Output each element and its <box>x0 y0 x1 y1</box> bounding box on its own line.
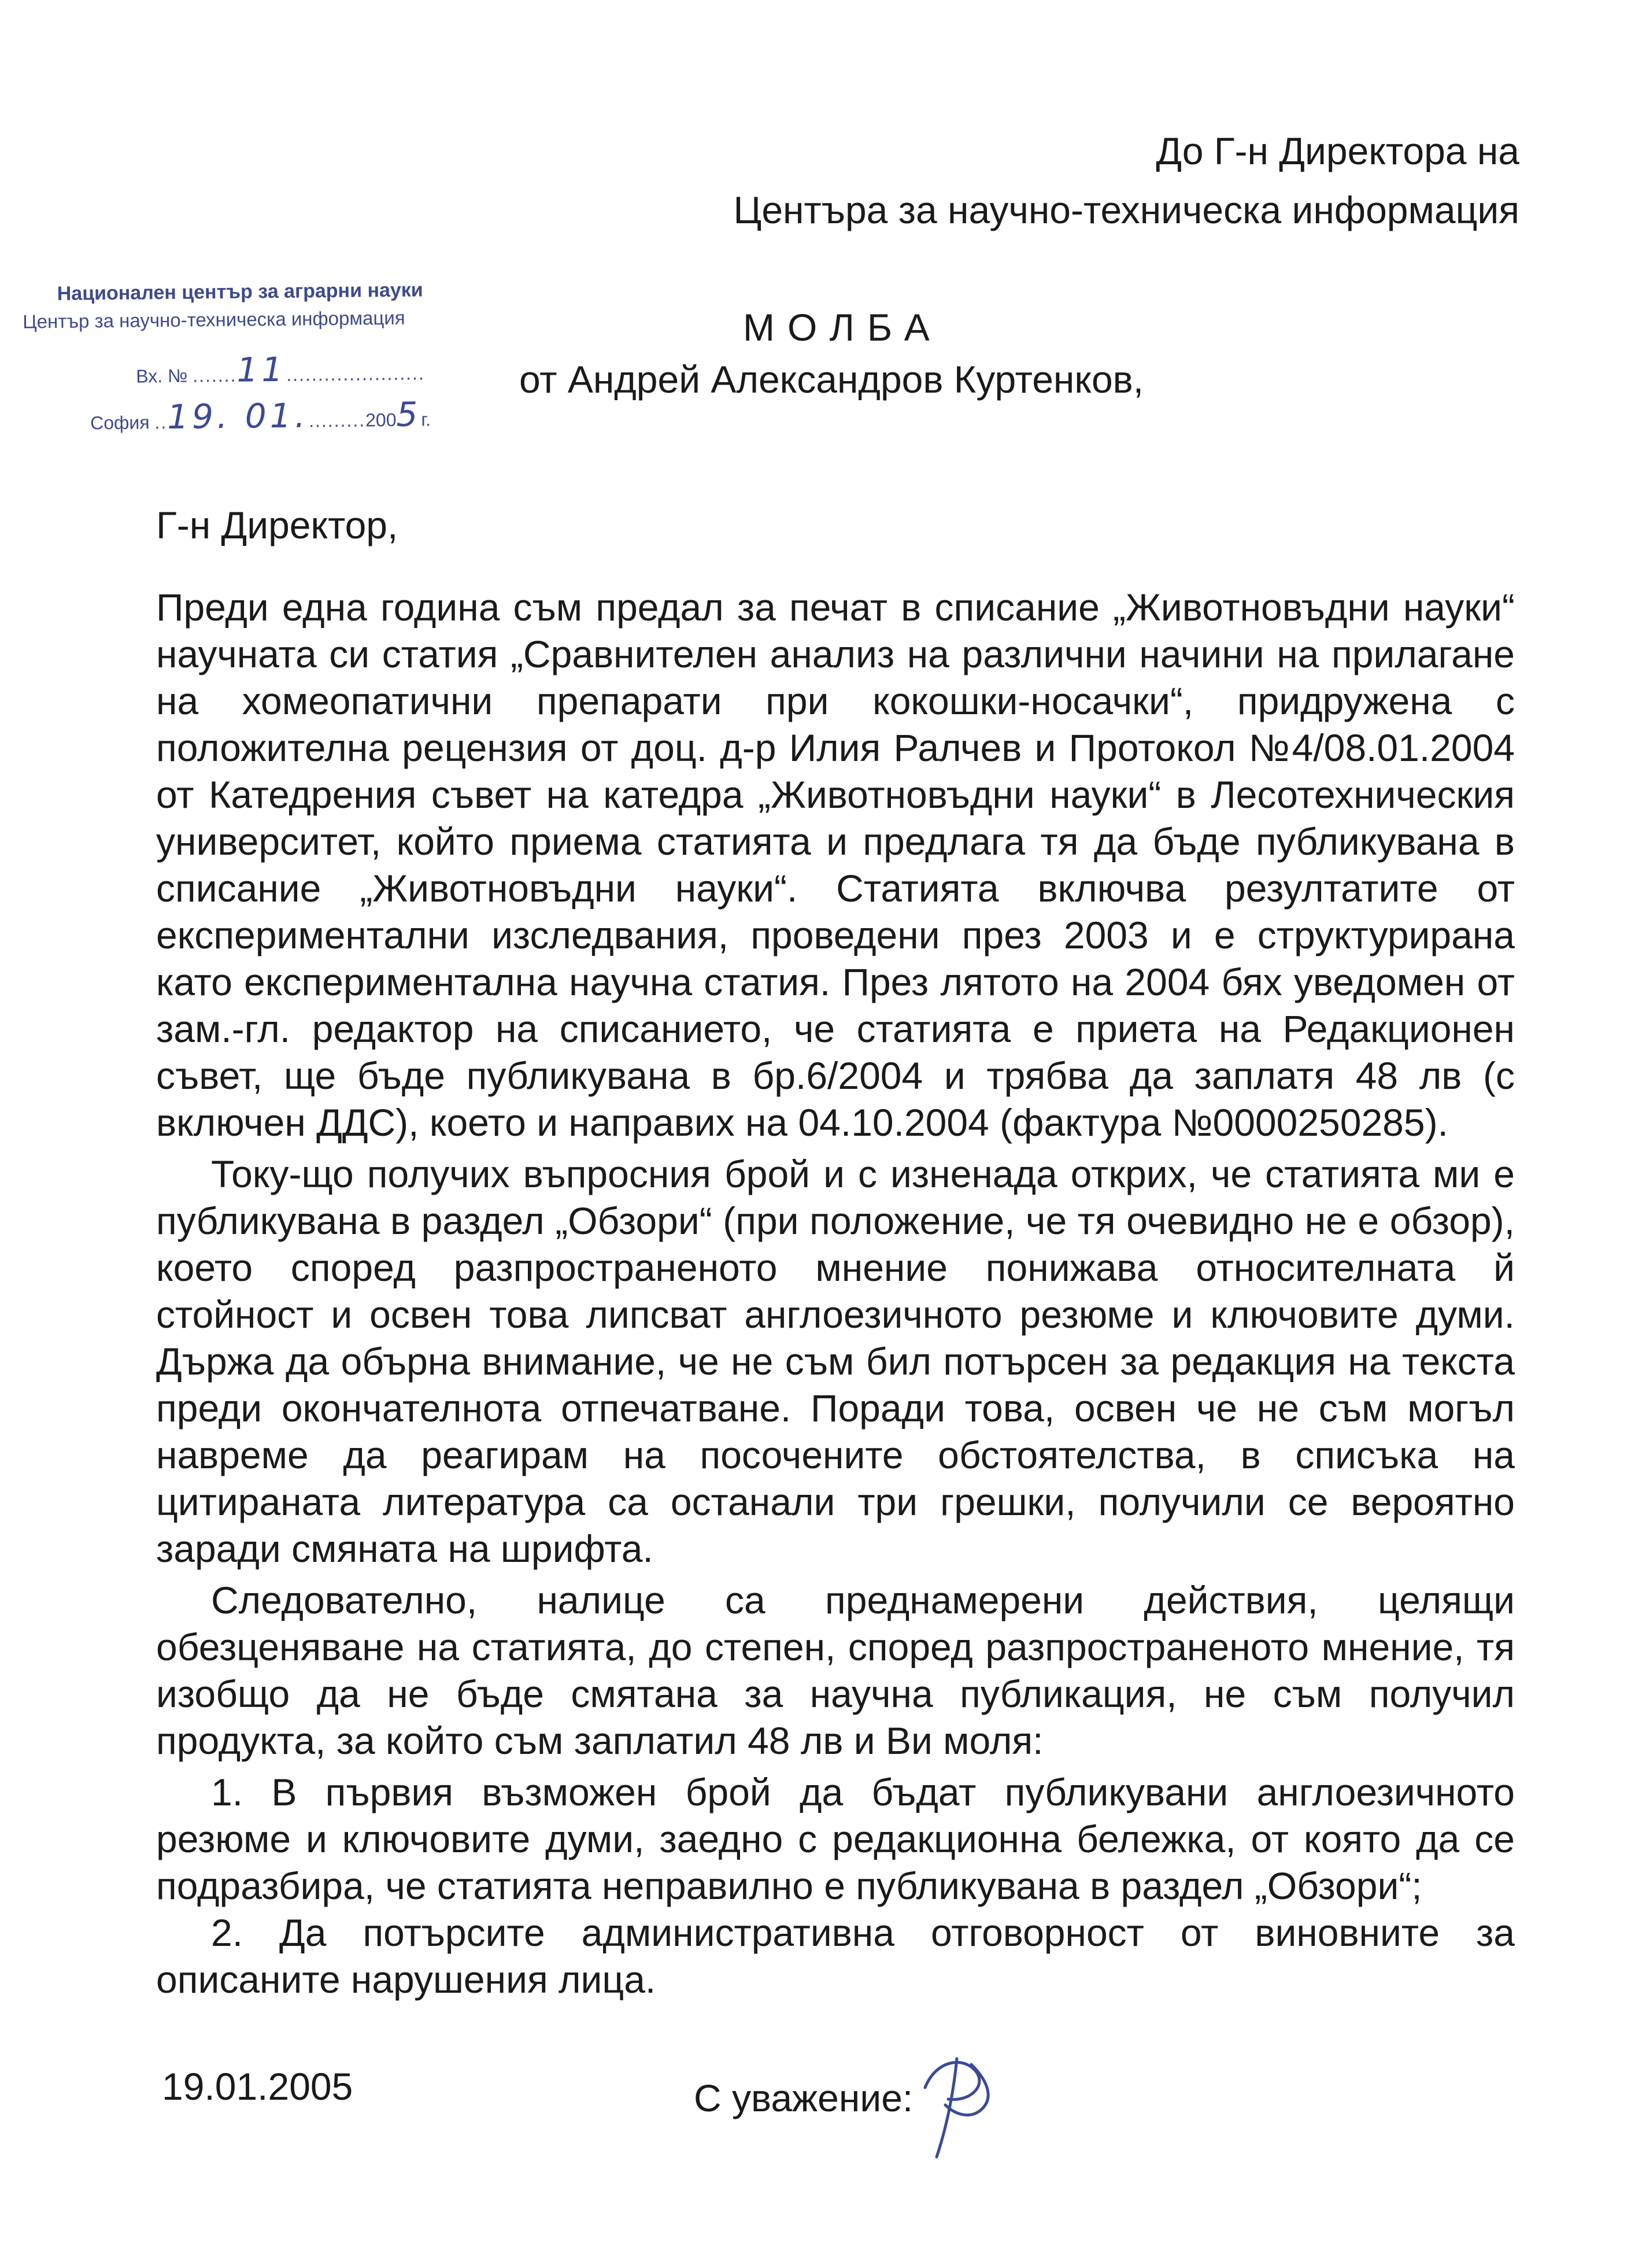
addressee-line-2: Центъра за научно-техническа информация <box>733 189 1519 231</box>
salutation: Г-н Директор, <box>156 504 398 546</box>
stamp-reg-number: 11 <box>236 349 287 390</box>
request-list <box>156 1769 1515 2003</box>
stamp-city-label: София <box>90 412 150 434</box>
registration-stamp <box>22 272 532 450</box>
paragraph-3: Следователно, налице са преднамерени действия, целящи обезценяване на статията, до степен, според разпространеното мнение, тя изобщо да не бъде смятана за научна публикация, не съм получил продукта, за който съм заплатил 48 лв и Ви моля: <box>156 1579 1515 1762</box>
stamp-org-line-2: Център за научно-техническа информация <box>23 306 405 333</box>
letter-body <box>156 584 1515 2003</box>
stamp-date-row <box>90 394 431 437</box>
letter-date: 19.01.2005 <box>162 2065 353 2108</box>
stamp-date-handwritten: 19. 01. <box>167 396 309 437</box>
handwritten-signature <box>913 2047 1000 2163</box>
stamp-dots: ......... <box>308 409 366 431</box>
addressee-block <box>734 121 1519 239</box>
stamp-dots: ....... <box>193 364 237 386</box>
stamp-year-hand: 5 <box>396 394 421 434</box>
stamp-registration-row <box>136 348 425 390</box>
document-title: МОЛБА <box>743 306 942 349</box>
paragraph-2: Току-що получих въпросния брой и с изненада открих, че статията ми е публикувана в раздел „Обзори“ (при положение, че тя очевидно не е обзор), което според разпространеното мнение понижава относителната й стойност и освен това липсват англоезичното резюме и ключовите думи. Държа да обърна внимание, че не съм бил потърсен за редакция на текста преди окончателнота отпечатване. Поради това, освен че не съм могъл навреме да реагирам на посочените обстоятелства, в списъка на цитираната литература са останали три грешки, получили се вероятно заради смяната на шрифта. <box>156 1153 1515 1570</box>
stamp-dots: ...................... <box>286 363 426 385</box>
stamp-org-line-1: Национален център за аграрни науки <box>57 279 423 305</box>
stamp-reg-label: Вх. № <box>136 365 188 387</box>
request-item-1: 1. В първия възможен брой да бъдат публикувани англоезичното резюме и ключовите думи, заедно с редакционна бележка, от която да се подразбира, че статията неправилно е публикувана в раздел „Обзори“; <box>156 1771 1515 1907</box>
stamp-year-suffix: г. <box>421 409 431 430</box>
addressee-line-1: До Г-н Директора на <box>1156 130 1519 172</box>
request-item-2: 2. Да потърсите административна отговорност от виновните за описаните нарушения лица. <box>156 1911 1515 2001</box>
paragraph-1: Преди една година съм предал за печат в списание „Животновъдни науки“ научната си статия „Сравнителен анализ на различни начини на прилагане на хомеопатични препарати при кокошки-носачки“, придружена с положителна рецензия от доц. д-р Илия Ралчев и Протокол №4/08.01.2004 от Катедрения съвет на катедра „Животновъдни науки“ в Лесотехническия университет, който приема статията и предлага тя да бъде публикувана в списание „Животновъдни науки“. Статията включва резултатите от експериментални изследвания, проведени през 2003 и е структурирана като експериментална научна статия. През лятото на 2004 бях уведомен от зам.-гл. редактор на списанието, че статията е приета на Редакционен съвет, ще бъде публикувана в бр.6/2004 и трябва да заплатя 48 лв (с включен ДДС), което и направих на 04.10.2004 (фактура №0000250285). <box>156 586 1515 1144</box>
sender-line: от Андрей Александров Куртенков, <box>519 358 1144 401</box>
stamp-dots: .. <box>154 412 168 433</box>
closing-regards: С уважение: <box>694 2077 913 2119</box>
stamp-year-prefix: 200 <box>365 409 397 431</box>
